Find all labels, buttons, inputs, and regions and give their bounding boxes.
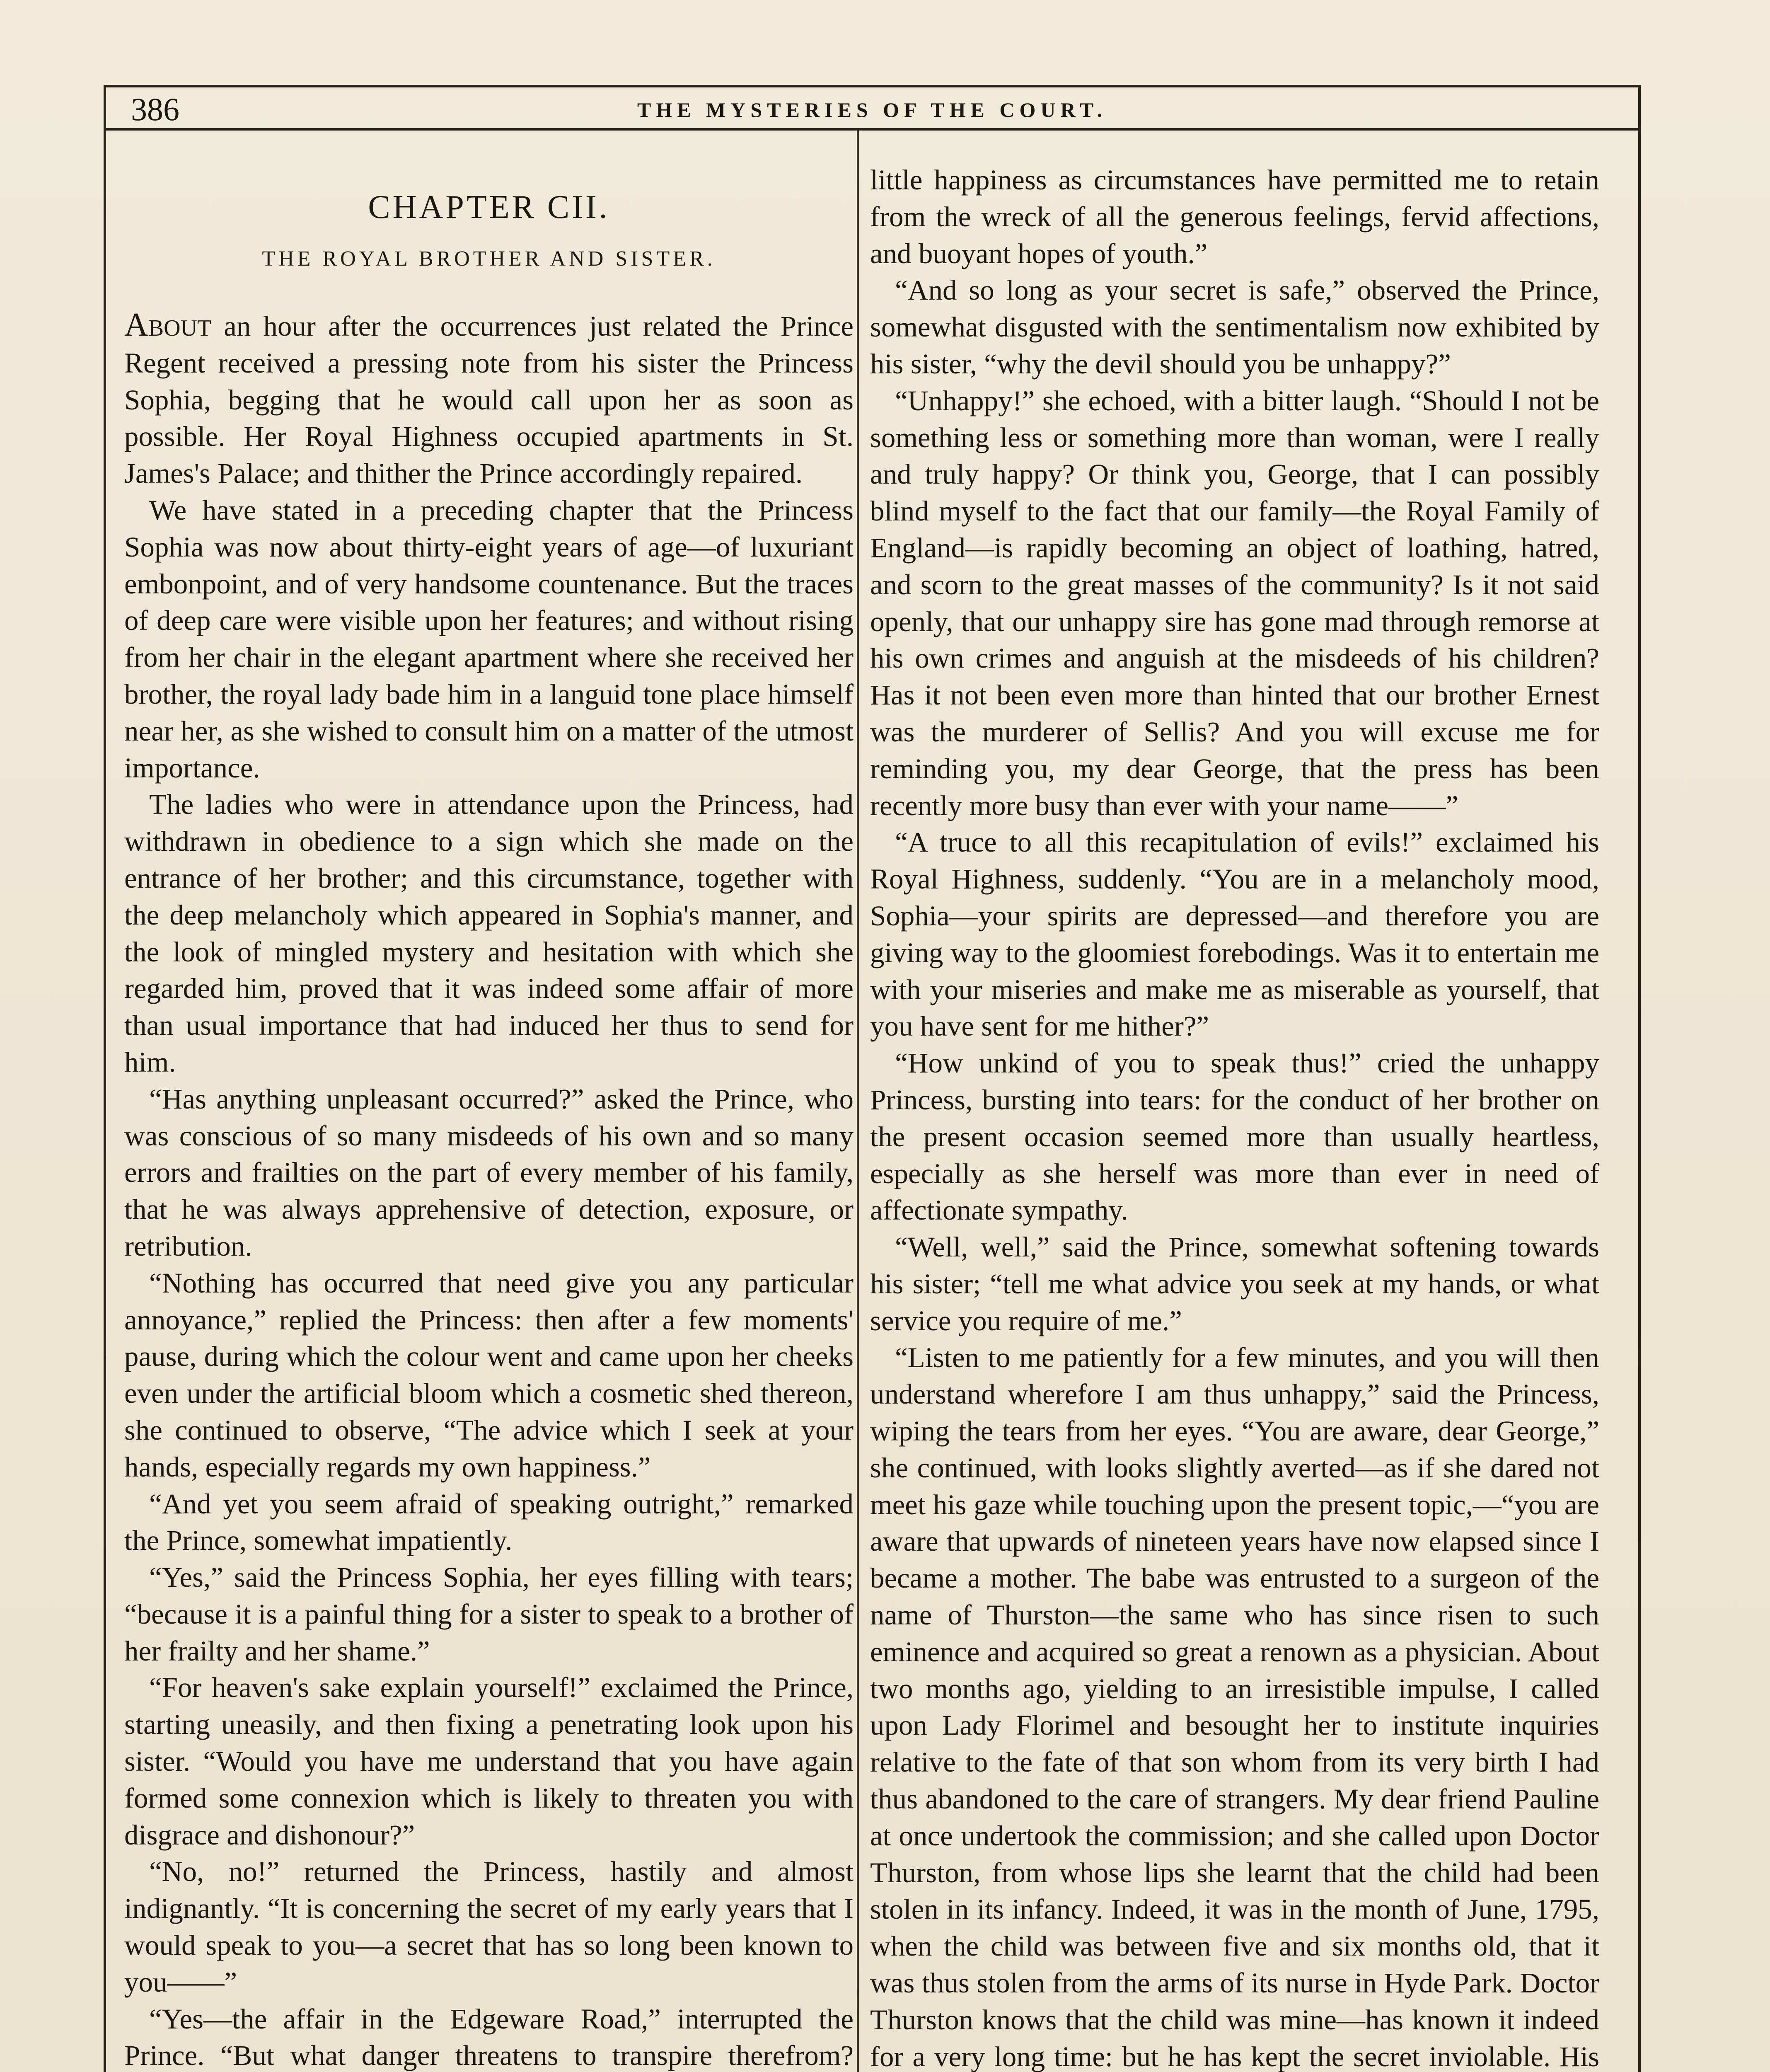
page-header <box>104 85 1641 131</box>
chapter-title: CHAPTER CII. <box>368 189 610 225</box>
running-title: THE MYSTERIES OF THE COURT. <box>637 98 1107 121</box>
paragraph: “How unkind of you to speak thus!” cried the unhappy Princess, bursting into tears: for the conduct of her brother on the present occasion seemed more than usually heartless, especially as she herself was more than ever in need of affectionate sympathy. <box>870 1047 1599 1226</box>
paragraph: “A truce to all this recapitulation of evils!” exclaimed his Royal Highness, suddenly. “You are in a melancholy mood, Sophia—your spirits are depressed—and therefore you are giving way to the gloomiest forebodings. Was it to entertain me with your miseries and make me as miserable as yourself, that you have sent for me hither?” <box>870 826 1599 1042</box>
paragraph: “Yes,” said the Princess Sophia, her eyes filling with tears; “because it is a painful thing for a sister to speak to a brother of her frailty and her shame.” <box>124 1561 854 1667</box>
paragraph: little happiness as circumstances have permitted me to retain from the wreck of all the generous feelings, fervid affections, and buoyant hopes of youth.” <box>870 164 1599 269</box>
paragraph: The ladies who were in attendance upon the Princess, had withdrawn in obedience to a sign which she made on the entrance of her brother; and this circumstance, together with the deep melancholy which appeared in Sophia's manner, and the look of mingled mystery and hesitation with which she regarded him, proved that it was indeed some affair of more than usual importance that had induced her thus to send for him. <box>124 789 854 1078</box>
right-column <box>870 162 1599 2072</box>
column-divider <box>857 131 859 2072</box>
paragraph: We have stated in a preceding chapter that the Princess Sophia was now about thirty-eight years of age—of luxuriant embonpoint, and of very handsome countenance. But the traces of deep care were visible upon her features; and without rising from her chair in the elegant apartment where she received her brother, the royal lady bade him in a languid tone place himself near her, as she wished to consult him on a matter of the utmost importance. <box>124 494 854 784</box>
paragraph: “Unhappy!” she echoed, with a bitter laugh. “Should I not be something less or something more than woman, were I really and truly happy? Or think you, George, that I can possibly blind myself to the fact that our family—the Royal Family of England—is rapidly becoming an object of loathing, hatred, and scorn to the great masses of the community? Is it not said openly, that our unhappy sire has gone mad through remorse at his own crimes and anguish at the misdeeds of his children? Has it not been even more than hinted that our brother Ernest was the murderer of Sellis? And you will excuse me for reminding you, my dear George, that the press has been recently more busy than ever with your name——” <box>870 385 1599 821</box>
paragraph: “Nothing has occurred that need give you any particular annoyance,” replied the Princess: then after a few moments' pause, during which the colour went and came upon her cheeks even under the artificial bloom which a cosmetic shed thereon, she continued to observe, “The advice which I seek at your hands, especially regards my own happiness.” <box>124 1267 854 1483</box>
chapter-subtitle: THE ROYAL BROTHER AND SISTER. <box>262 247 716 271</box>
left-column <box>124 137 854 2072</box>
paragraph: “For heaven's sake explain yourself!” exclaimed the Prince, starting uneasily, and then fixing a penetrating look upon his sister. “Would you have me understand that you have again formed some connexion which is likely to threaten you with disgrace and dishonour?” <box>124 1672 854 1851</box>
paragraph: “Yes—the affair in the Edgeware Road,” interrupted the Prince. “But what danger threatens to transpire therefrom? <box>124 2003 854 2072</box>
paragraph: “And so long as your secret is safe,” observed the Prince, somewhat disgusted with the sentimentalism now exhibited by his sister, “why the devil should you be unhappy?” <box>870 274 1599 380</box>
paragraph: About an hour after the occurrences just related the Prince Regent received a pressing note from his sister the Princess Sophia, begging that he would call upon her as soon as possible. Her Royal Highness occupied apartments in St. James's Palace; and thither the Prince accordingly repaired. <box>124 307 854 489</box>
paragraph: “Listen to me patiently for a few minutes, and you will then understand wherefore I am thus unhappy,” said the Princess, wiping the tears from her eyes. “You are aware, dear George,” she continued, with looks slightly averted—as if she dared not meet his gaze while touching upon the present topic,—“you are aware that upwards of nineteen years have now elapsed since I became a mother. The babe was entrusted to a surgeon of the name of Thurston—the same who has since risen to such eminence and acquired so great a renown as a physician. About two months ago, yielding to an irresistible impulse, I called upon Lady Florimel and besought her to institute inquiries relative to the fate of that son whom from its very birth I had thus abandoned to the care of strangers. My dear friend Pauline at once undertook the commission; and she called upon Doctor Thurston, from whose lips she learnt that the child had been stolen in its infancy. Indeed, it was in the month of June, 1795, when the child was between five and six months old, that it was thus stolen from the arms of its nurse in Hyde Park. Doctor Thurston knows that the child was mine—has known it indeed for a very long time: but he has kept the secret inviolable. His <box>870 1341 1599 2072</box>
paragraph: “And yet you seem afraid of speaking outright,” remarked the Prince, somewhat impatiently. <box>124 1488 854 1556</box>
paragraph: “No, no!” returned the Princess, hastily and almost indignantly. “It is concerning the secret of my early years that I would speak to you—a secret that has so long been known to you——” <box>124 1856 854 1998</box>
page-number: 386 <box>131 91 179 127</box>
paragraph: “Well, well,” said the Prince, somewhat softening towards his sister; “tell me what advice you seek at my hands, or what service you require of me.” <box>870 1231 1599 1336</box>
drop-word: About <box>124 307 212 343</box>
paragraph: “Has anything unpleasant occurred?” asked the Prince, who was conscious of so many misdeeds of his own and so many errors and frailties on the part of every member of his family, that he was always apprehensive of detection, exposure, or retribution. <box>124 1083 854 1262</box>
